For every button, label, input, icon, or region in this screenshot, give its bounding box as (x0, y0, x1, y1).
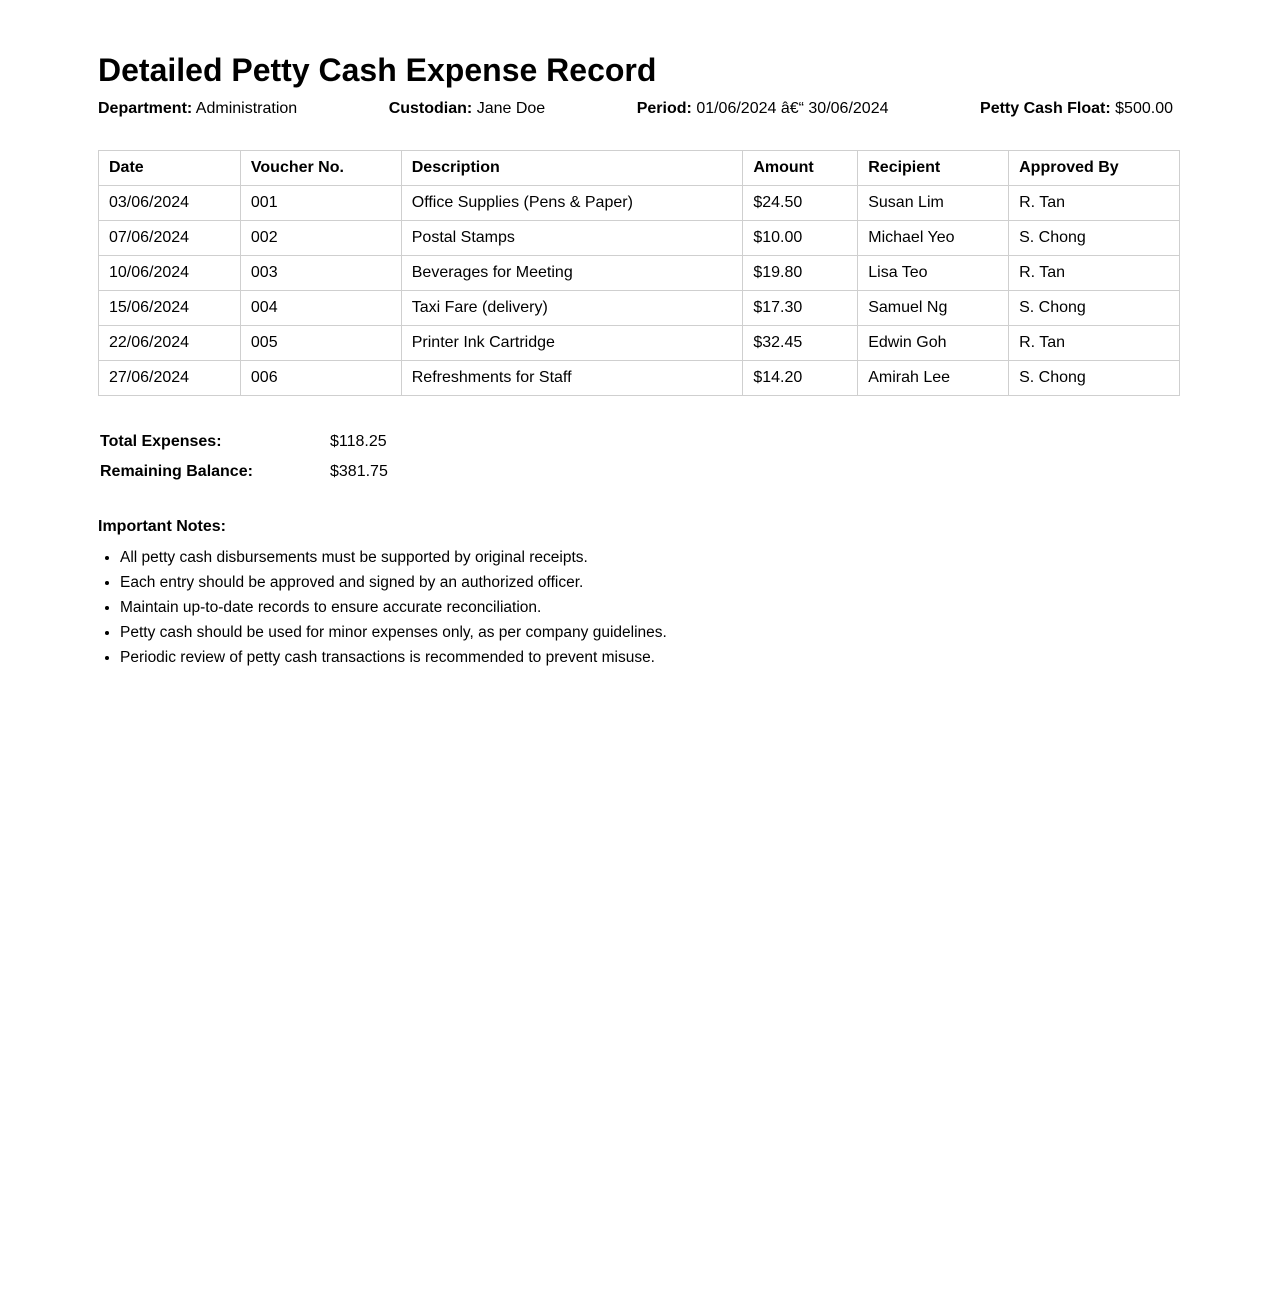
table-header-row (99, 151, 1180, 186)
cell-voucher: 004 (240, 291, 401, 326)
remaining-balance-row (100, 462, 1180, 492)
total-expenses-value: $118.25 (330, 433, 387, 450)
meta-period-label: Period: (636, 100, 692, 117)
cell-voucher: 006 (240, 361, 401, 396)
notes-title: Important Notes: (98, 518, 226, 535)
cell-recipient: Samuel Ng (858, 291, 1009, 326)
table-row (99, 291, 1180, 326)
cell-description: Beverages for Meeting (401, 256, 743, 291)
cell-date: 15/06/2024 (99, 291, 241, 326)
meta-period (637, 99, 889, 119)
list-item: • Petty cash should be used for minor expenses only, as per company guidelines. (120, 620, 1180, 645)
column-header-date: Date (99, 151, 241, 186)
cell-approved-by: R. Tan (1009, 326, 1180, 361)
cell-amount: $17.30 (743, 291, 858, 326)
list-item: • Periodic review of petty cash transactions is recommended to prevent misuse. (120, 645, 1180, 670)
remaining-balance-value: $381.75 (330, 463, 388, 480)
meta-float-value: $500.00 (1115, 100, 1173, 117)
meta-period-value: 01/06/2024 â€“ 30/06/2024 (696, 100, 889, 117)
cell-description: Postal Stamps (401, 221, 743, 256)
meta-custodian-value: Jane Doe (476, 100, 546, 117)
cell-description: Office Supplies (Pens & Paper) (401, 186, 743, 221)
cell-amount: $14.20 (743, 361, 858, 396)
list-item: • Maintain up-to-date records to ensure accurate reconciliation. (120, 595, 1180, 620)
table-row (99, 186, 1180, 221)
record-meta (98, 99, 1173, 119)
cell-recipient: Susan Lim (858, 186, 1009, 221)
list-item: • All petty cash disbursements must be supported by original receipts. (120, 545, 1180, 570)
meta-department-value: Administration (195, 100, 298, 117)
table-row (99, 221, 1180, 256)
column-header-recipient: Recipient (858, 151, 1009, 186)
cell-recipient: Lisa Teo (858, 256, 1009, 291)
meta-department (98, 99, 297, 119)
expense-table (98, 150, 1180, 396)
cell-amount: $24.50 (743, 186, 858, 221)
meta-department-label: Department: (98, 100, 193, 117)
cell-voucher: 005 (240, 326, 401, 361)
cell-description: Printer Ink Cartridge (401, 326, 743, 361)
cell-description: Taxi Fare (delivery) (401, 291, 743, 326)
cell-voucher: 003 (240, 256, 401, 291)
cell-recipient: Michael Yeo (858, 221, 1009, 256)
cell-voucher: 001 (240, 186, 401, 221)
total-expenses-label: Total Expenses: (100, 433, 222, 450)
meta-float (980, 99, 1173, 119)
list-item: • Each entry should be approved and signed by an authorized officer. (120, 570, 1180, 595)
cell-amount: $32.45 (743, 326, 858, 361)
table-row (99, 326, 1180, 361)
cell-date: 10/06/2024 (99, 256, 241, 291)
meta-custodian (389, 99, 546, 119)
cell-approved-by: R. Tan (1009, 256, 1180, 291)
cell-approved-by: S. Chong (1009, 221, 1180, 256)
cell-date: 27/06/2024 (99, 361, 241, 396)
cell-amount: $19.80 (743, 256, 858, 291)
column-header-description: Description (401, 151, 743, 186)
cell-approved-by: R. Tan (1009, 186, 1180, 221)
cell-description: Refreshments for Staff (401, 361, 743, 396)
cell-approved-by: S. Chong (1009, 291, 1180, 326)
page-title: Detailed Petty Cash Expense Record (98, 52, 657, 88)
cell-recipient: Amirah Lee (858, 361, 1009, 396)
total-expenses-row (100, 432, 1180, 462)
column-header-voucher: Voucher No. (240, 151, 401, 186)
cell-recipient: Edwin Goh (858, 326, 1009, 361)
cell-date: 07/06/2024 (99, 221, 241, 256)
table-row (99, 361, 1180, 396)
notes-list (98, 545, 1180, 670)
remaining-balance-label: Remaining Balance: (100, 463, 253, 480)
cell-voucher: 002 (240, 221, 401, 256)
column-header-amount: Amount (743, 151, 858, 186)
cell-date: 22/06/2024 (99, 326, 241, 361)
cell-approved-by: S. Chong (1009, 361, 1180, 396)
meta-float-label: Petty Cash Float: (980, 100, 1111, 117)
cell-amount: $10.00 (743, 221, 858, 256)
column-header-approved-by: Approved By (1009, 151, 1180, 186)
expense-summary (100, 432, 1180, 492)
table-row (99, 256, 1180, 291)
cell-date: 03/06/2024 (99, 186, 241, 221)
meta-custodian-label: Custodian: (388, 100, 473, 117)
